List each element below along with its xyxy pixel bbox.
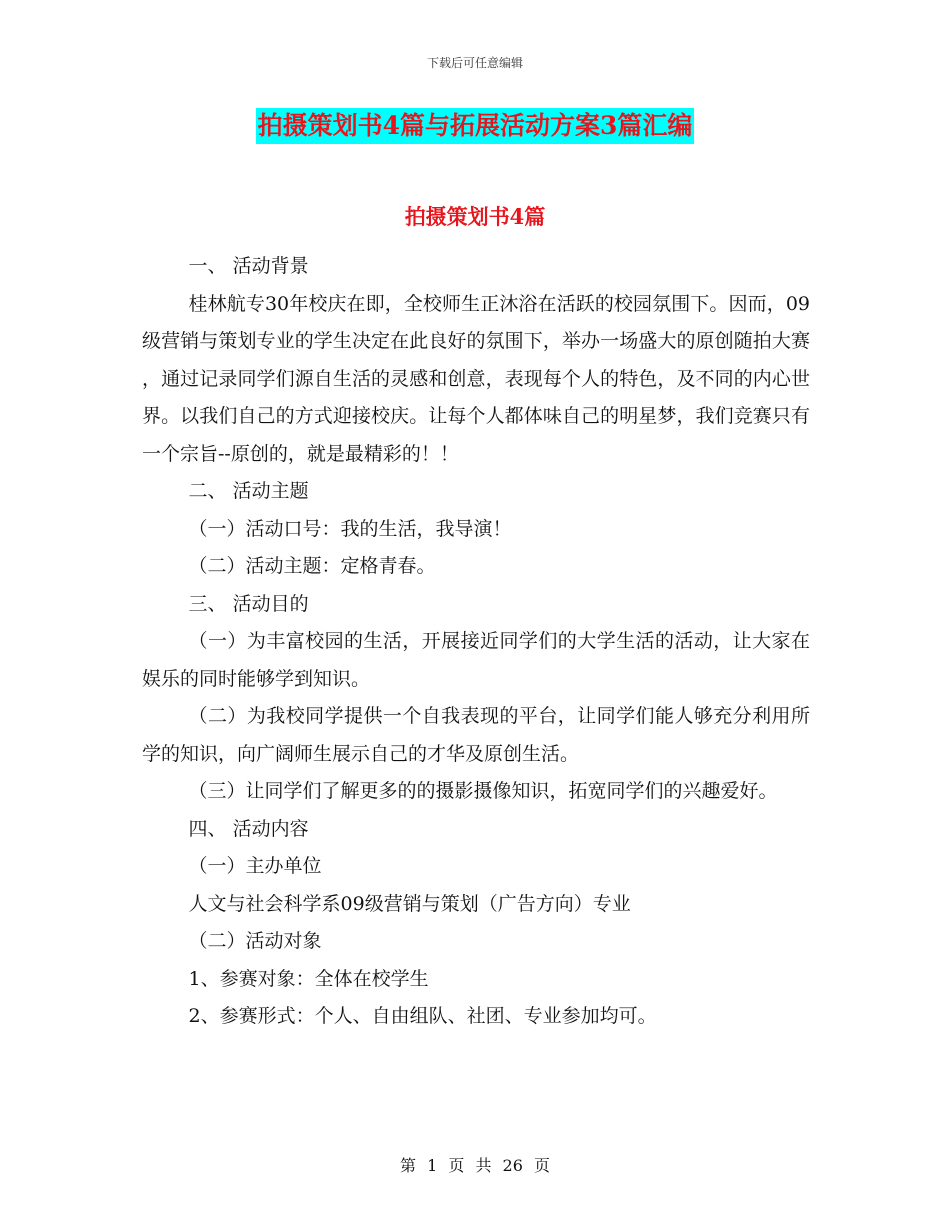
paragraph-participants: 1、参赛对象：全体在校学生 xyxy=(188,967,429,990)
paragraph-participants-heading: （二）活动对象 xyxy=(188,930,322,952)
page-header-note: 下载后可任意编辑 xyxy=(426,56,523,70)
paragraph-organizer: 人文与社会科学系09级营销与策划（广告方向）专业 xyxy=(188,892,631,915)
paragraph-participation-form: 2、参赛形式：个人、自由组队、社团、专业参加均可。 xyxy=(188,1005,657,1027)
heading-activity-theme: 二、 活动主题 xyxy=(188,480,309,502)
heading-activity-content: 四、 活动内容 xyxy=(188,817,309,840)
paragraph-background: 桂林航专30年校庆在即，全校师生正沐浴在活跃的校园氛围下。因而，09级营销与策划专业的学生决定在此良好的氛围下，举办一场盛大的原创随拍大赛 ，通过记录同学们源自生活的灵感和创意，表现每个人的特色，及不同的内心世界。以我们自己的方式迎接校庆。让每个人都体味自己的明星梦，我们竞赛只有一个宗旨--原创的，就是最精彩的！！ xyxy=(142,292,810,465)
document-title-container xyxy=(0,108,950,144)
heading-activity-purpose: 三、 活动目的 xyxy=(188,592,309,615)
page-number-footer: 第 1 页 共 26 页 xyxy=(400,1156,550,1175)
heading-activity-background: 一、 活动背景 xyxy=(188,255,309,277)
document-title: 拍摄策划书4篇与拓展活动方案3篇汇编 xyxy=(256,108,695,144)
section-title: 拍摄策划书4篇 xyxy=(404,204,546,229)
paragraph-purpose-2: （二）为我校同学提供一个自我表现的平台，让同学们能人够充分利用所学的知识，向广阔师生展示自己的才华及原创生活。 xyxy=(142,705,810,765)
paragraph-organizer-heading: （一）主办单位 xyxy=(188,855,322,877)
paragraph-purpose-1: （一）为丰富校园的生活，开展接近同学们的大学生活的活动，让大家在娱乐的同时能够学到知识。 xyxy=(142,630,810,690)
paragraph-theme: （二）活动主题：定格青春。 xyxy=(188,555,436,577)
document-body xyxy=(142,248,810,1036)
paragraph-slogan: （一）活动口号：我的生活，我导演！ xyxy=(188,517,512,540)
paragraph-purpose-3: （三）让同学们了解更多的的摄影摄像知识，拓宽同学们的兴趣爱好。 xyxy=(188,780,778,802)
